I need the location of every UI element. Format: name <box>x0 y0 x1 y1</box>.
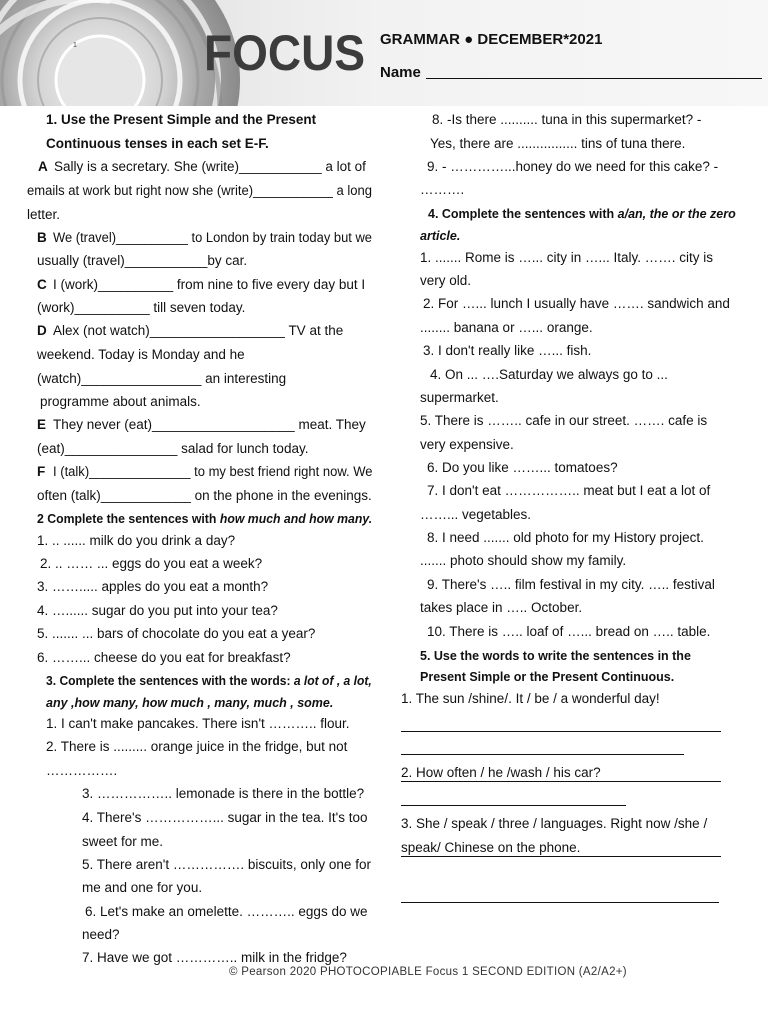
set-f-line: I (talk)______________ to my best friend right now. We <box>53 464 373 479</box>
exercise-5-item: 1. The sun /shine/. It / be / a wonderful day! <box>401 691 660 706</box>
focus-logo: FOCUS <box>204 25 365 81</box>
exercise-1-title-cont: Continuous tenses in each set E-F. <box>46 136 269 151</box>
exercise-4-item: ....... photo should show my family. <box>420 553 627 568</box>
exercise-4-item: very old. <box>420 273 472 288</box>
answer-line[interactable] <box>401 856 721 857</box>
exercise-4-item: 8. I need ....... old photo for my History project. <box>427 530 704 545</box>
exercise-3-item: 7. Have we got ………….. milk in the fridge? <box>82 950 347 965</box>
set-a-line: Sally is a secretary. She (write)___________ a lot of <box>54 159 366 174</box>
exercise-4-item: 4. On ... ….Saturday we always go to ... <box>430 367 668 382</box>
answer-line[interactable] <box>401 805 626 806</box>
set-d-line: Alex (not watch)__________________ TV at the <box>53 323 344 338</box>
exercise-3-title: 3. Complete the sentences with the words: a lot of , a lot, <box>46 674 372 688</box>
set-a-line: letter. <box>27 207 61 222</box>
exercise-4-item: 10. There is ….. loaf of …... bread on ….. table. <box>427 624 711 639</box>
name-field-line[interactable] <box>426 78 762 79</box>
page-footer: © Pearson 2020 PHOTOCOPIABLE Focus 1 SECOND EDITION (A2/A2+) <box>229 966 627 978</box>
exercise-4-title-cont: article. <box>420 229 461 243</box>
set-letter-f: F <box>37 464 46 479</box>
exercise-4-item: ……... vegetables. <box>420 507 532 522</box>
set-c-line: (work)__________ till seven today. <box>37 300 246 315</box>
exercise-3-item: 1. I can't make pancakes. There isn't ……….. flour. <box>46 716 350 731</box>
exercise-4-item: ........ banana or …... orange. <box>420 320 593 335</box>
name-label: Name <box>380 64 421 81</box>
answer-line[interactable] <box>401 731 721 732</box>
exercise-4-item: takes place in ….. October. <box>420 600 583 615</box>
exercise-3-item: 8. -Is there .......... tuna in this supermarket? - <box>432 112 702 127</box>
exercise-3-item: sweet for me. <box>82 834 164 849</box>
exercise-4-item: 2. For …... lunch I usually have ……. sandwich and <box>423 296 730 311</box>
exercise-3-item: 2. There is ......... orange juice in the fridge, but not <box>46 739 348 754</box>
exercise-3-word-list: any ,how many, how much , many, much , some. <box>46 696 334 710</box>
set-b-line: We (travel)__________ to London by train today but we <box>53 230 372 245</box>
set-letter-a: A <box>38 159 48 174</box>
set-e-line: They never (eat)___________________ meat. They <box>53 417 366 432</box>
exercise-3-item: Yes, there are ................ tins of tuna there. <box>430 136 686 151</box>
exercise-3-item: ……………. <box>46 763 118 778</box>
exercise-5-title: 5. Use the words to write the sentences in the <box>420 649 691 663</box>
exercise-5-item: speak/ Chinese on the phone. <box>401 840 581 855</box>
exercise-4-item: very expensive. <box>420 437 514 452</box>
exercise-4-item: 5. There is …….. cafe in our street. ……. cafe is <box>420 413 708 428</box>
exercise-5-title-cont: Present Simple or the Present Continuous. <box>420 670 675 684</box>
exercise-4-item: 9. There's ….. film festival in my city. ….. festival <box>427 577 715 592</box>
set-a-line: emails at work but right now she (write)___________ a long <box>27 183 373 198</box>
answer-line[interactable] <box>401 754 684 755</box>
answer-line[interactable] <box>401 902 719 903</box>
answer-line[interactable] <box>401 781 721 782</box>
exercise-4-item: 3. I don't really like …... fish. <box>423 343 592 358</box>
set-d-line: (watch)________________ an interesting <box>37 371 287 386</box>
exercise-2-item: 2. .. …… ... eggs do you eat a week? <box>40 556 263 571</box>
set-letter-e: E <box>37 417 47 432</box>
exercise-4-item: 7. I don't eat …………….. meat but I eat a lot of <box>427 483 711 498</box>
exercise-2-item: 6. ……... cheese do you eat for breakfast? <box>37 650 291 665</box>
set-letter-d: D <box>37 323 47 338</box>
set-e-line: (eat)_______________ salad for lunch today. <box>37 441 309 456</box>
exercise-3-item: 5. There aren't ……………. biscuits, only one for <box>82 857 371 872</box>
exercise-3-item: need? <box>82 927 120 942</box>
exercise-2-item: 3. ……..... apples do you eat a month? <box>37 579 269 594</box>
exercise-3-item: 6. Let's make an omelette. ……….. eggs do we <box>85 904 368 919</box>
exercise-2-item: 1. .. ...... milk do you drink a day? <box>37 533 236 548</box>
set-f-line: often (talk)____________ on the phone in the evenings. <box>37 488 372 503</box>
exercise-3-item: 4. There's ……………... sugar in the tea. It's too <box>82 810 368 825</box>
exercise-2-item: 5. ....... ... bars of chocolate do you eat a year? <box>37 626 316 641</box>
set-c-line: I (work)__________ from nine to five every day but I <box>53 277 366 292</box>
set-b-line: usually (travel)___________by car. <box>37 253 248 268</box>
exercise-4-item: 6. Do you like ……... tomatoes? <box>427 460 618 475</box>
exercise-4-item: supermarket. <box>420 390 499 405</box>
set-d-line: programme about animals. <box>40 394 201 409</box>
exercise-3-item: me and one for you. <box>82 880 203 895</box>
set-d-line: weekend. Today is Monday and he <box>37 347 245 362</box>
header-mark: 1 <box>73 42 77 49</box>
exercise-2-title: 2 Complete the sentences with how much and how many. <box>37 512 373 526</box>
set-letter-c: C <box>37 277 47 292</box>
set-letter-b: B <box>37 230 47 245</box>
exercise-5-item: 2. How often / he /wash / his car? <box>401 765 601 780</box>
exercise-4-title: 4. Complete the sentences with a/an, the or the zero <box>428 207 736 221</box>
exercise-4-item: 1. ....... Rome is …... city in …... Italy. ……. city is <box>420 250 714 265</box>
exercise-2-item: 4. …...... sugar do you put into your tea? <box>37 603 278 618</box>
exercise-3-item: 3. …………….. lemonade is there in the bottle? <box>82 786 365 801</box>
exercise-5-item: 3. She / speak / three / languages. Right now /she / <box>401 816 708 831</box>
exercise-1-title: 1. Use the Present Simple and the Present <box>46 112 317 127</box>
worksheet-title: GRAMMAR ● DECEMBER*2021 <box>380 31 603 48</box>
exercise-3-item: 9. - …………...honey do we need for this cake? - <box>427 159 719 174</box>
page-header <box>0 0 768 106</box>
exercise-3-item: ………. <box>420 182 465 197</box>
